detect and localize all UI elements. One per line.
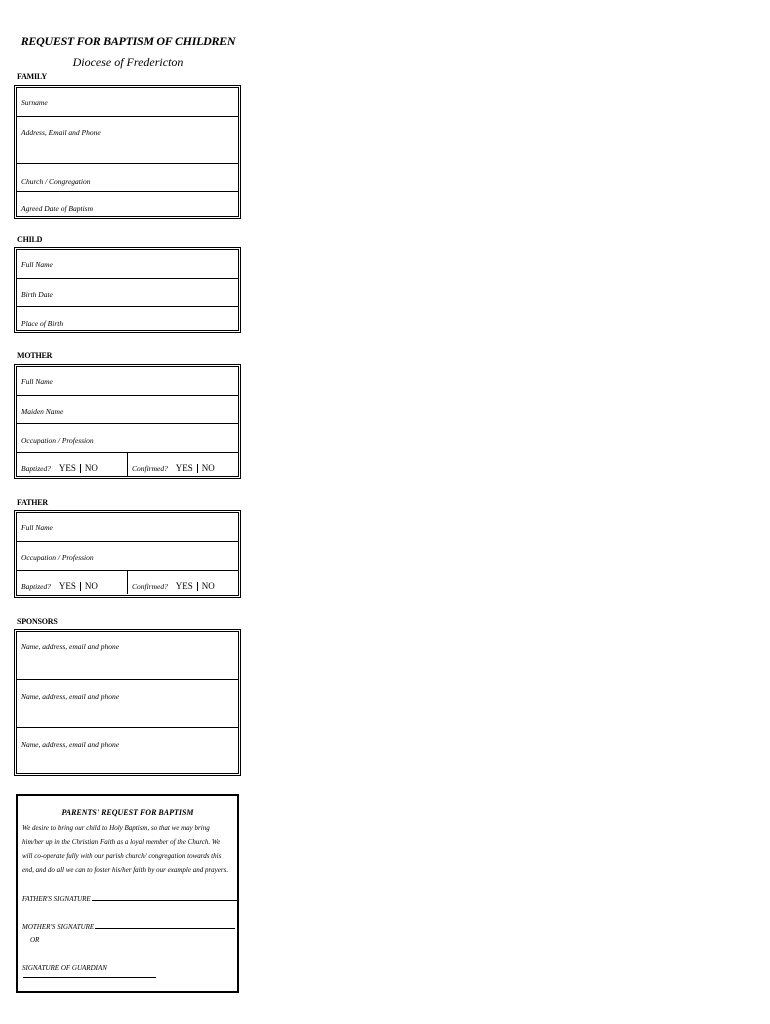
- guardian-signature-field[interactable]: [22, 964, 237, 980]
- father-signature-label: FATHER'S SIGNATURE: [22, 895, 91, 903]
- field-label: Name, address, email and phone: [21, 692, 120, 701]
- child-box: [16, 249, 239, 331]
- signature-line: [95, 928, 235, 929]
- field-label: Full Name: [21, 377, 53, 386]
- section-label-father: FATHER: [17, 498, 48, 507]
- father-box: [16, 512, 239, 596]
- field-label: Address, Email and Phone: [21, 128, 101, 137]
- section-label-sponsors: SPONSORS: [17, 617, 58, 626]
- baptized-yes-option[interactable]: YES: [58, 463, 76, 473]
- confirmed-no-option[interactable]: NO: [201, 581, 215, 591]
- mother-baptized-cell: [17, 453, 128, 476]
- family-field-surname[interactable]: [17, 88, 238, 116]
- field-label: Maiden Name: [21, 407, 64, 416]
- field-label: Occupation / Profession: [21, 553, 94, 562]
- child-field-full-name[interactable]: [17, 250, 238, 278]
- family-field-address[interactable]: [17, 116, 238, 163]
- field-label: Name, address, email and phone: [21, 740, 120, 749]
- field-label: Full Name: [21, 523, 53, 532]
- form-title: REQUEST FOR BAPTISM OF CHILDREN: [20, 34, 236, 48]
- confirmed-label: Confirmed?: [132, 464, 168, 473]
- child-field-birth-date[interactable]: [17, 278, 238, 306]
- separator: [80, 464, 81, 473]
- section-label-family: FAMILY: [17, 72, 47, 81]
- parents-request-title: PARENTS' REQUEST FOR BAPTISM: [61, 808, 194, 817]
- field-label: Occupation / Profession: [21, 436, 94, 445]
- mother-field-maiden-name[interactable]: [17, 395, 238, 423]
- family-field-date[interactable]: [17, 191, 238, 216]
- father-field-occupation[interactable]: [17, 541, 238, 570]
- parents-request-box: [16, 794, 239, 993]
- field-label: Church / Congregation: [21, 177, 91, 186]
- mother-field-occupation[interactable]: [17, 423, 238, 452]
- confirmed-no-option[interactable]: NO: [201, 463, 215, 473]
- father-signature-field[interactable]: [22, 895, 237, 903]
- baptized-yes-option[interactable]: YES: [58, 581, 76, 591]
- form-subtitle: Diocese of Fredericton: [72, 55, 184, 69]
- mother-field-full-name[interactable]: [17, 367, 238, 395]
- sponsors-box: [16, 631, 239, 774]
- separator: [197, 582, 198, 591]
- confirmed-yes-option[interactable]: YES: [175, 463, 193, 473]
- baptized-no-option[interactable]: NO: [84, 463, 98, 473]
- confirmed-label: Confirmed?: [132, 582, 168, 591]
- family-box: [16, 87, 239, 217]
- guardian-signature-label: SIGNATURE OF GUARDIAN: [22, 964, 107, 972]
- sponsor-field-2[interactable]: [17, 679, 238, 727]
- field-label: Name, address, email and phone: [21, 642, 120, 651]
- mother-signature-field[interactable]: [22, 923, 235, 931]
- separator: [197, 464, 198, 473]
- father-field-full-name[interactable]: [17, 513, 238, 541]
- child-field-place-of-birth[interactable]: [17, 306, 238, 330]
- field-label: Place of Birth: [21, 319, 64, 328]
- mother-field-status: [17, 452, 238, 476]
- field-label: Agreed Date of Baptism: [21, 204, 94, 213]
- baptized-label: Baptized?: [21, 464, 51, 473]
- baptized-label: Baptized?: [21, 582, 51, 591]
- separator: [80, 582, 81, 591]
- confirmed-yes-option[interactable]: YES: [175, 581, 193, 591]
- section-label-child: CHILD: [17, 235, 43, 244]
- field-label: Surname: [21, 98, 48, 107]
- field-label: Birth Date: [21, 290, 53, 299]
- sponsor-field-1[interactable]: [17, 632, 238, 679]
- signature-line: [23, 977, 156, 978]
- father-baptized-cell: [17, 571, 128, 594]
- sponsor-field-3[interactable]: [17, 727, 238, 771]
- mother-box: [16, 366, 239, 477]
- mother-signature-label: MOTHER'S SIGNATURE: [22, 923, 95, 931]
- or-label: OR: [30, 936, 40, 944]
- field-label: Full Name: [21, 260, 53, 269]
- section-label-mother: MOTHER: [17, 351, 53, 360]
- father-field-status: [17, 570, 238, 594]
- father-confirmed-cell: [128, 571, 238, 594]
- family-field-church[interactable]: [17, 163, 238, 191]
- parents-request-text: We desire to bring our child to Holy Baptism, so that we may bring him/her up in the Christian Faith as a loyal member of the Church. We will co-operate fully with our parish church/ congregation towards this end, and do all we can to foster his/her faith by our example and prayers.: [22, 824, 229, 874]
- mother-confirmed-cell: [128, 453, 238, 476]
- signature-line: [92, 900, 237, 901]
- baptized-no-option[interactable]: NO: [84, 581, 98, 591]
